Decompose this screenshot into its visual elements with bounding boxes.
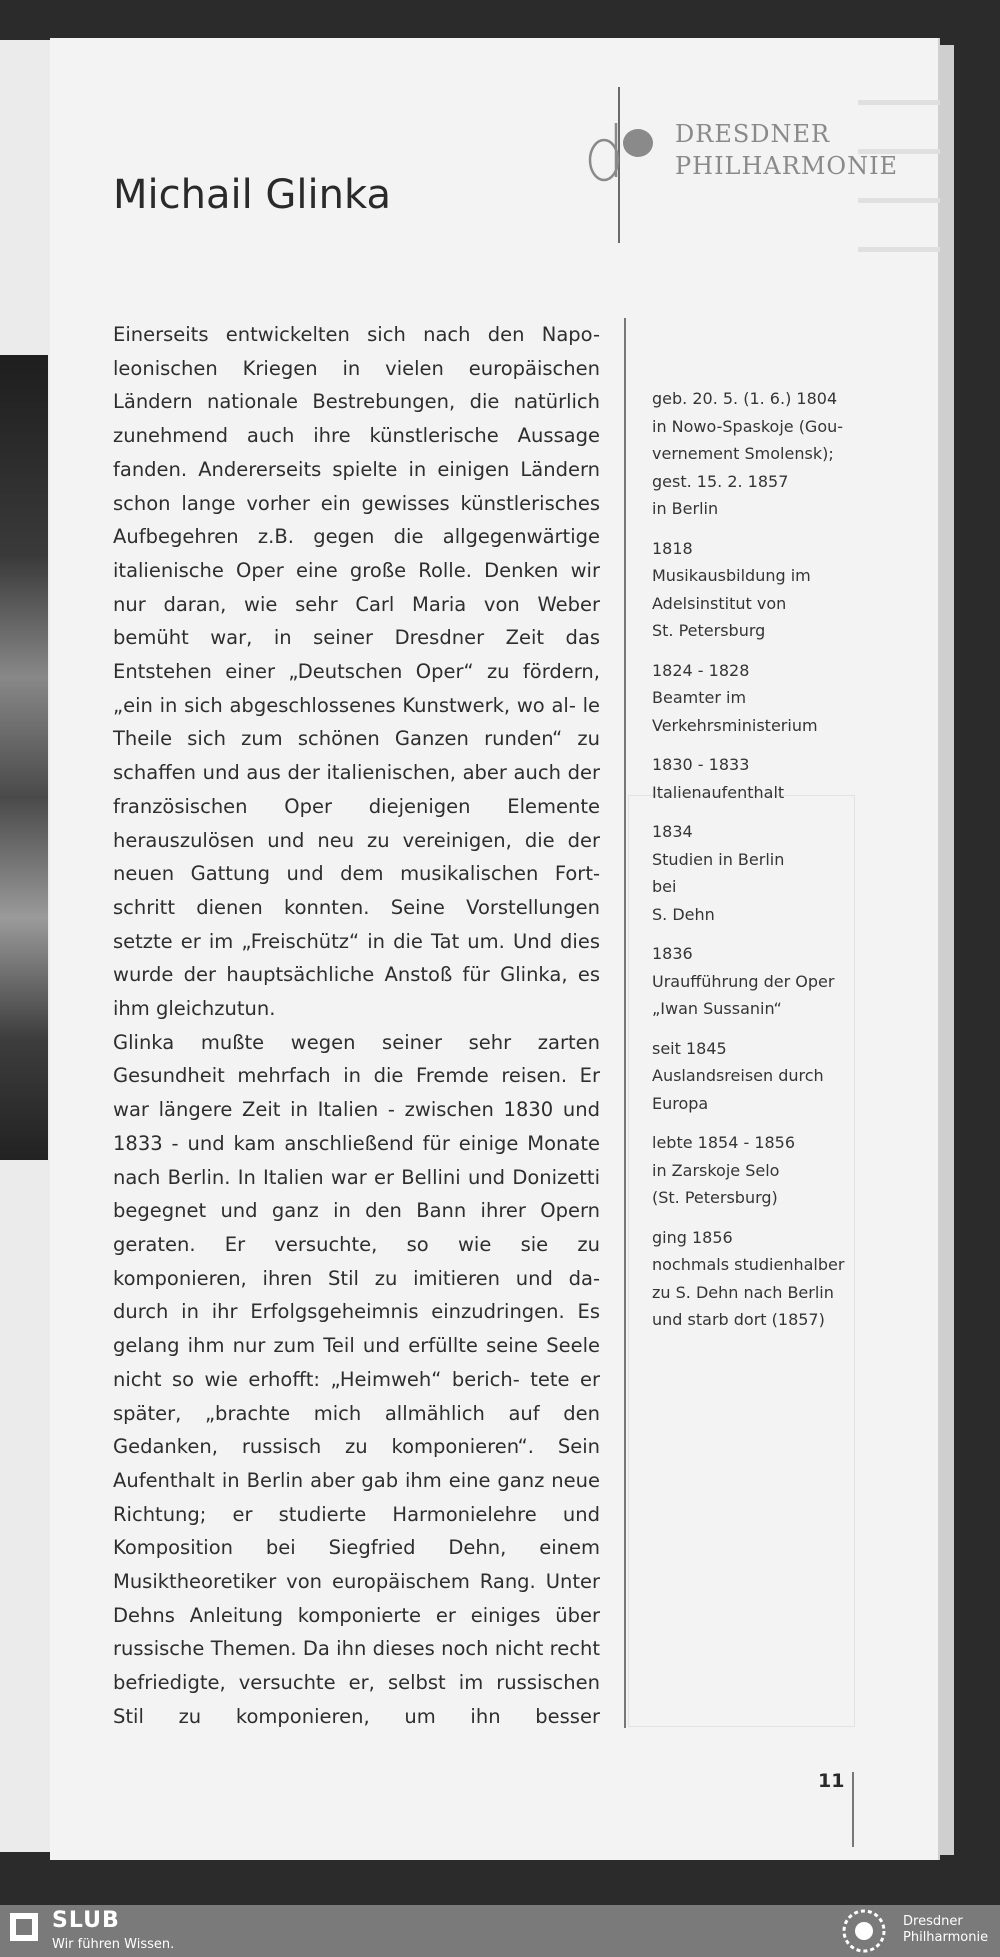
bio-entry [652,751,862,806]
page-title: Michail Glinka [113,172,391,218]
bio-line: Europa [652,1093,709,1113]
bio-entry [652,1035,862,1118]
bio-line: Adelsinstitut von [652,593,787,613]
bio-line: vernement Smolensk); [652,444,834,463]
facing-page-edge [0,40,50,1852]
bio-line: und starb dort (1857) [652,1310,825,1329]
bio-line: 1834 [652,822,693,841]
bio-line: Uraufführung der Oper [652,971,835,991]
bio-line: gest. 15. 2. 1857 [652,471,789,491]
biography-sidebar [652,385,862,1346]
bio-line: ging 1856 [652,1227,733,1247]
bio-line: Italienaufenthalt [652,782,785,802]
facing-page-photo [0,355,48,1160]
bio-line: in Berlin [652,499,719,518]
bio-line: in Nowo-Spaskoje (Gou- [652,416,844,436]
bio-line: bei [652,877,677,896]
dresdner-philharmonie-logo-icon [582,85,662,245]
bio-line: S. Dehn [652,904,715,924]
body-paragraph: Glinka mußte wegen seiner sehr zarten Gesundheit mehrfach in die Fremde reisen. Er war längere Zeit in Italien - zwischen 1830 und 1833 - und kam anschließend für einige Monate nach Berlin. In Italien war er Bellini und Donizetti begegnet und ganz in den Bann ihrer Opern geraten. Er versuchte, so wie sie zu komponieren, ihren Stil zu imitieren und da- durch in ihr Erfolgsgeheimnis einzudringen. Es gelang ihm nur zum Teil und erfüllte seine Seele nicht so wie erhofft: „Heimweh“ berich- tete er später, „brachte mich allmählich auf den Gedanken, russisch zu komponieren“. Sein Aufenthalt in Berlin aber gab ihm eine ganz neue Richtung; er studierte Harmonielehre und Komposition bei Siegfried Dehn, einem Musiktheoretiker von europäischem Rang. Unter Dehns Anleitung komponierte er einiges über russische Themen. Da ihn dieses noch nicht recht befriedigte, versuchte er, selbst im russischen Stil zu komponieren, um ihn besser [113,1030,600,1728]
slub-name: SLUB [52,1908,120,1933]
bio-line: Studien in Berlin [652,849,785,869]
bio-line: St. Petersburg [652,621,766,640]
dp-line-2: Philharmonie [903,1930,989,1945]
bio-line: „Iwan Sussanin“ [652,999,782,1018]
dp-line-1: Dresdner [903,1914,963,1929]
bio-line: lebte 1854 - 1856 [652,1133,796,1152]
page-number-rule [852,1772,854,1847]
body-paragraph: Einerseits entwickelten sich nach den Napo- leonischen Kriegen in vielen europäischen Ländern nationale Bestrebungen, die natürlich zunehmend auch ihre künstlerische Aussage fanden. Andererseits spielte in einigen Ländern schon lange vorher ein gewisses künstlerisches Aufbegehren z.B. gegen die allgegenwärtige italienische Oper eine große Rolle. Denken wir nur daran, wie sehr Carl Maria von Weber bemüht war, in seiner Dresdner Zeit das Entstehen einer „Deutschen Oper“ zu fördern, „ein in sich abgeschlossenes Kunstwerk, wo al- le Theile sich zum schönen Ganzen runden“ zu schaffen und aus der italienischen, aber auch der französischen Oper diejenigen Elemente herauszulösen und neu zu vereinigen, die der neuen Gattung und dem musikalischen Fort- schritt dienen konnten. Seine Vorstellungen setzte er im „Freischütz“ in die Tat um. Und dies wurde der hauptsächliche Anstoß für Glinka, es ihm gleichzutun. [113,323,600,1021]
page-edge-stack [940,45,954,1855]
bio-line: (St. Petersburg) [652,1188,778,1207]
logo-line-2: PHILHARMONIE [675,152,899,180]
viewer-footer-bar [0,1905,1000,1957]
bio-entry [652,385,862,523]
bio-entry [652,657,862,740]
philharmonie-wordmark [903,1914,988,1946]
logo-wordmark [675,118,898,182]
bio-entry [652,535,862,645]
slub-tagline: Wir führen Wissen. [52,1937,175,1952]
bio-line: seit 1845 [652,1038,727,1058]
bio-entry [652,1129,862,1212]
bio-line: 1824 - 1828 [652,660,750,680]
bio-line: geb. 20. 5. (1. 6.) 1804 [652,389,838,408]
slub-logo-icon [10,1913,38,1941]
bio-entry [652,940,862,1023]
bio-line: zu S. Dehn nach Berlin [652,1282,834,1302]
bio-entry [652,1224,862,1334]
philharmonie-sunburst-icon [840,1908,888,1954]
bio-entry [652,818,862,928]
bio-line: in Zarskoje Selo [652,1160,780,1180]
article-body [113,318,600,1734]
bio-line: Beamter im [652,688,747,707]
bio-line: 1836 [652,944,693,963]
bio-line: Musikausbildung im [652,566,811,585]
bio-line: 1830 - 1833 [652,755,750,774]
bio-line: nochmals studienhalber [652,1255,845,1274]
bio-line: 1818 [652,538,693,558]
bio-line: Auslandsreisen durch [652,1066,824,1085]
logo-line-1: DRESDNER [675,120,831,148]
column-divider [624,318,626,1728]
bio-line: Verkehrsministerium [652,715,818,735]
page-number: 11 [818,1770,845,1792]
